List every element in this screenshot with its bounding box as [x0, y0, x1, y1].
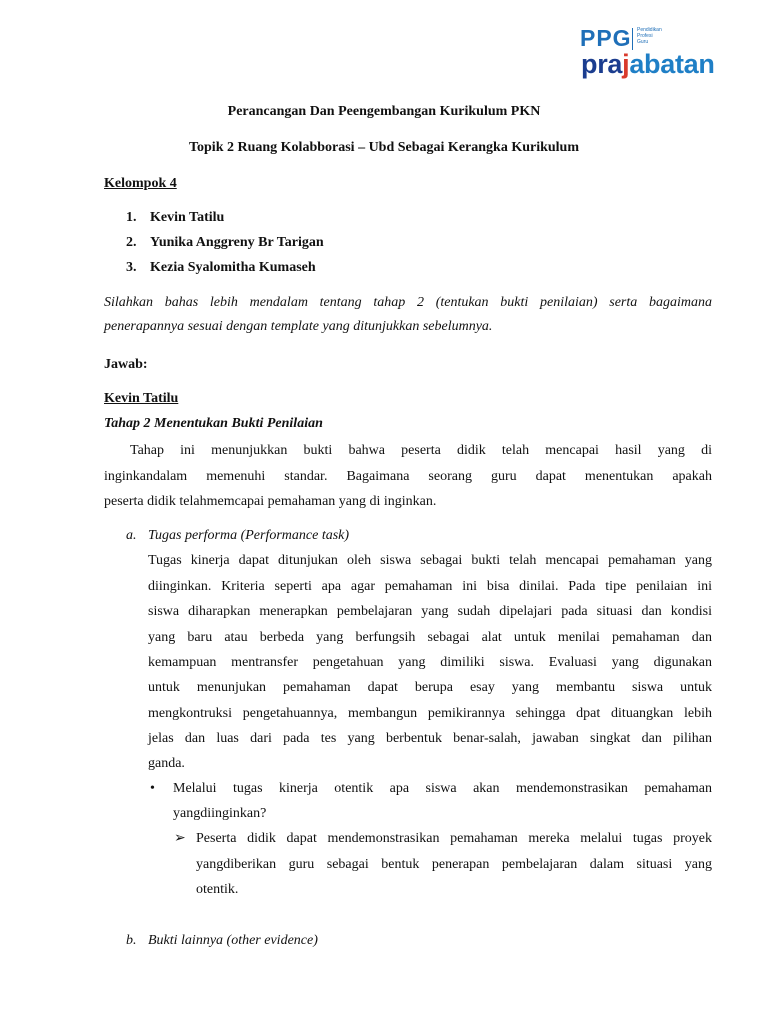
answer-label: Jawab: [104, 357, 148, 372]
item-a-title: Tugas performa (Performance task) [148, 528, 350, 543]
intro-line: Tahap ini menunjukkan bukti bahwa peserta didik telah mencapai hasil yang di [130, 443, 712, 458]
intro-line: peserta didik telahmemcapai pemahaman yang di inginkan. [104, 494, 437, 509]
logo-ppg-text: PPG [580, 25, 632, 51]
item-a-marker: a. [126, 528, 137, 543]
stage-title: Tahap 2 Menentukan Bukti Penilaian [104, 416, 323, 431]
member-number: 2. [126, 235, 137, 250]
item-b-marker: b. [126, 933, 137, 948]
bullet-line: Melalui tugas kinerja otentik apa siswa akan mendemonstrasikan pemahaman [173, 781, 712, 796]
group-label: Kelompok 4 [104, 176, 177, 191]
item-a-line: kemampuan mentransfer pengetahuan yang dimiliki siswa. Evaluasi yang digunakan [148, 655, 712, 670]
bullet-line: yangdiinginkan? [173, 806, 267, 821]
sub-bullet-line: otentik. [196, 882, 239, 897]
bullet-dot-icon: • [150, 781, 155, 796]
prompt-line: penerapannya sesuai dengan template yang ditunjukkan sebelumnya. [104, 319, 493, 334]
item-b-title: Bukti lainnya (other evidence) [148, 933, 318, 948]
item-a-line: diinginkan. Kriteria seperti apa agar pemahaman ini bisa dinilai. Pada tipe penilaian ini [148, 579, 712, 594]
logo-small-text: Pendidikan Profesi Guru [637, 27, 662, 45]
item-a-line: untuk menunjukan pemahaman dapat berupa esay yang membantu siswa untuk [148, 680, 712, 695]
arrow-bullet-icon: ➢ [174, 831, 186, 846]
item-a-line: jelas dan luas dari pada tes yang berbentuk benar-salah, jawaban singkat dan pilihan [148, 731, 712, 746]
prompt-line: Silahkan bahas lebih mendalam tentang tahap 2 (tentukan bukti penilaian) serta bagaimana [104, 295, 712, 310]
intro-line: inginkandalam memenuhi standar. Bagaimana seorang guru dapat menentukan apakah [104, 469, 712, 484]
sub-bullet-line: yangdiberikan guru sebagai bentuk penerapan pembelajaran dalam situasi yang [196, 857, 712, 872]
logo-main-accent: j [622, 49, 630, 79]
logo-main-pre: pra [581, 49, 623, 79]
document-subtitle: Topik 2 Ruang Kolabborasi – Ubd Sebagai Kerangka Kurikulum [188, 140, 580, 155]
item-a-line: ganda. [148, 756, 185, 771]
item-a-line: yang baru atau berbeda yang berfungsih sebagai alat untuk menilai pemahaman dan [148, 630, 712, 645]
member-number: 3. [126, 260, 137, 275]
sub-bullet-line: Peserta didik dapat mendemonstrasikan pemahaman mereka melalui tugas proyek [196, 831, 712, 846]
member-name: Yunika Anggreny Br Tarigan [150, 235, 324, 250]
member-name: Kezia Syalomitha Kumaseh [150, 260, 316, 275]
logo-main-post: abatan [629, 49, 715, 79]
answer-author: Kevin Tatilu [104, 391, 179, 406]
member-number: 1. [126, 210, 137, 225]
item-a-line: siswa diharapkan menerapkan pembelajaran yang sudah dipelajari pada situasi dan kondisi [148, 604, 712, 619]
item-a-line: Tugas kinerja dapat ditunjukan oleh siswa sebagai bukti telah mencapai pemahaman yang [148, 553, 712, 568]
member-name: Kevin Tatilu [150, 210, 225, 225]
document-title: Perancangan Dan Peengembangan Kurikulum PKN [227, 104, 541, 119]
item-a-line: mengkontruksi pengetahuannya, membangun pemikirannya sehingga dpat dituangkan lebih [148, 706, 712, 721]
